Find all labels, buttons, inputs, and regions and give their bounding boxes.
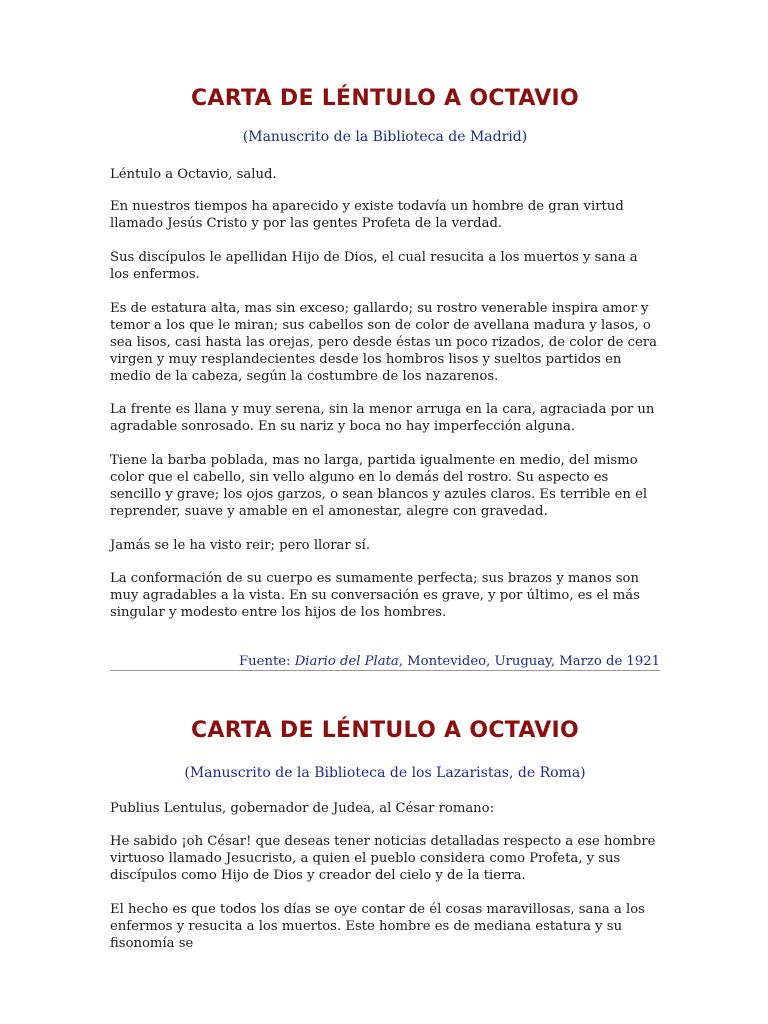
section-1-paragraph: Sus discípulos le apellidan Hijo de Dios, el cual resucita a los muertos y sana a los enfermos.: [110, 250, 638, 282]
section-1-title: CARTA DE LÉNTULO A OCTAVIO: [190, 86, 580, 111]
source-prefix: Fuente:: [239, 654, 295, 669]
source-publication: Diario del Plata: [294, 654, 399, 669]
section-1-paragraph: Tiene la barba poblada, mas no larga, partida igualmente en medio, del mismo color que el cabello, sin vello alguno en lo demás del rostro. Su aspecto es sencillo y grave; los ojos garzos, o sean blancos y azules claros. Es terrible en el reprender, suave y amable en el amonestar, alegre con gravedad.: [110, 453, 648, 519]
section-1-paragraph: La frente es llana y muy serena, sin la menor arruga en la cara, agraciada por un agradable sonrosado. En su nariz y boca no hay imperfección alguna.: [110, 402, 655, 434]
section-divider: [110, 670, 660, 671]
section-1-paragraph: La conformación de su cuerpo es sumamente perfecta; sus brazos y manos son muy agradables a la vista. En su conversación es grave, y por último, es el más singular y modesto entre los hijos de los hombres.: [110, 571, 640, 620]
section-2-paragraph: Publius Lentulus, gobernador de Judea, al César romano:: [110, 801, 495, 816]
section-2-paragraph: He sabido ¡oh César! que deseas tener noticias detalladas respecto a ese hombre virtuoso llamado Jesucristo, a quien el pueblo considera como Profeta, y sus discípulos como Hijo de Dios y creador del cielo y de la tierra.: [110, 834, 656, 883]
section-1-paragraph: Es de estatura alta, mas sin exceso; gallardo; su rostro venerable inspira amor y temor a los que le miran; sus cabellos son de color de avellana madura y lasos, o sea lisos, casi hasta las orejas, pero desde éstas un poco rizados, de color de cera virgen y muy resplandecientes desde los hombros lisos y sueltos partidos en medio de la cabeza, según la costumbre de los nazarenos.: [110, 301, 657, 384]
source-citation: [110, 654, 660, 669]
section-1-paragraph: Léntulo a Octavio, salud.: [110, 167, 277, 182]
source-details: , Montevideo, Uruguay, Marzo de 1921: [398, 654, 660, 669]
section-2-paragraph: El hecho es que todos los días se oye contar de él cosas maravillosas, sana a los enfermos y resucita a los muertos. Este hombre es de mediana estatura y su fisonomía se: [110, 902, 645, 951]
section-2-subtitle: (Manuscrito de la Biblioteca de los Lazaristas, de Roma): [184, 765, 586, 781]
section-2-title: CARTA DE LÉNTULO A OCTAVIO: [190, 718, 580, 743]
section-1-paragraph: En nuestros tiempos ha aparecido y existe todavía un hombre de gran virtud llamado Jesús Cristo y por las gentes Profeta de la verdad.: [110, 199, 624, 231]
section-1-paragraph: Jamás se le ha visto reir; pero llorar sí.: [110, 538, 371, 553]
section-1-subtitle: (Manuscrito de la Biblioteca de Madrid): [242, 129, 528, 145]
